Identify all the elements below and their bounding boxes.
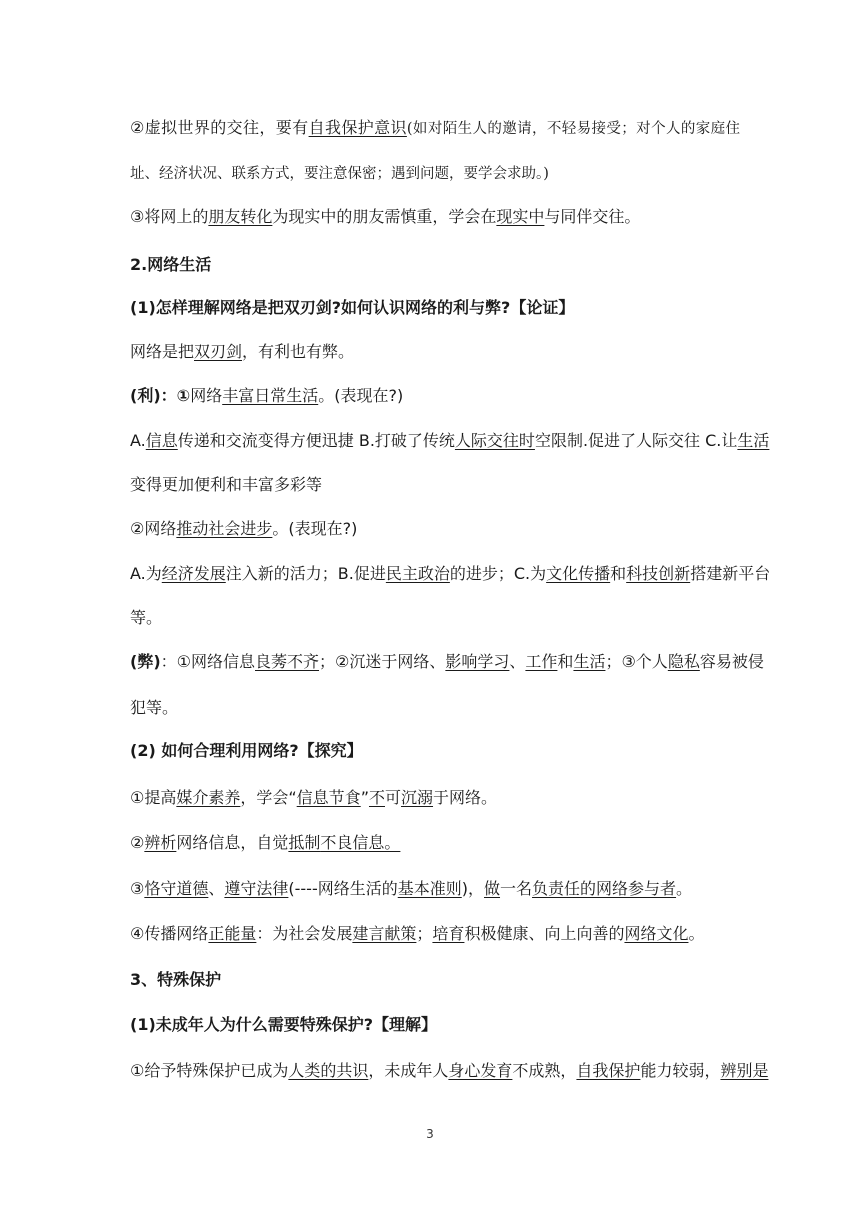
text-line — [130, 923, 740, 945]
text-line — [130, 162, 740, 185]
body-text: 于网络。 — [433, 788, 498, 807]
body-text: ①给予特殊保护已成为 — [130, 1061, 289, 1080]
underlined-keyword: 媒介素养 — [176, 788, 241, 807]
text-line — [130, 832, 740, 854]
body-text: ①提高 — [130, 788, 177, 807]
page-number: 3 — [426, 1127, 434, 1141]
underlined-keyword: 信息节食 — [296, 788, 361, 807]
body-text: 注入新的活力；B.促进 — [225, 564, 386, 583]
underlined-keyword: 自我保护 — [576, 1061, 641, 1080]
text-line — [130, 740, 740, 762]
body-text: ：①网络信息 — [160, 652, 255, 671]
heading-text: (1)未成年人为什么需要特殊保护?【理解】 — [130, 1015, 438, 1034]
underlined-keyword: 良莠不齐 — [255, 652, 320, 671]
underlined-keyword: 现实中 — [496, 207, 545, 226]
body-text: 不成熟， — [512, 1061, 577, 1080]
body-text: 搭建新平台 — [690, 564, 771, 583]
underlined-keyword: 培育 — [432, 924, 465, 943]
body-text: ； — [416, 924, 433, 943]
body-text: ④传播网络 — [130, 924, 209, 943]
underlined-keyword: 双刃剑 — [194, 342, 243, 361]
heading-text: (1)怎样理解网络是把双刃剑?如何认识网络的利与弊?【论证】 — [130, 298, 575, 317]
text-line — [130, 297, 740, 319]
underlined-keyword: 民主政治 — [385, 564, 450, 583]
text-line — [130, 787, 740, 809]
body-text: 、 — [509, 652, 526, 671]
underlined-keyword: 负责任的网络参与者 — [532, 879, 677, 898]
text-line — [130, 1060, 769, 1082]
body-text: )， — [461, 879, 484, 898]
body-text: ，有利也有弊。 — [242, 342, 355, 361]
underlined-keyword: 自我保护意识 — [308, 118, 407, 137]
body-text: 空限制.促进了人际交往 C.让 — [534, 431, 738, 450]
underlined-keyword: 网络文化 — [624, 924, 689, 943]
body-text: 能力较弱， — [640, 1061, 721, 1080]
body-text: 网络 — [190, 386, 223, 405]
text-line — [130, 341, 740, 363]
text-line — [130, 385, 740, 407]
underlined-keyword: 基本准则 — [397, 879, 462, 898]
text-line — [130, 206, 740, 228]
underlined-keyword: 恪守道德 — [144, 879, 209, 898]
underlined-keyword: 身心发育 — [448, 1061, 513, 1080]
underlined-keyword: 人类的共识 — [288, 1061, 369, 1080]
body-text: 可 — [385, 788, 402, 807]
body-text: 传递和交流变得方便迅捷 B.打破了传统 — [177, 431, 455, 450]
body-text: 和 — [557, 652, 574, 671]
underlined-keyword: 信息 — [145, 431, 178, 450]
body-text: A.为 — [130, 564, 162, 583]
body-text: 与同伴交往。 — [544, 207, 641, 226]
underlined-keyword: 不 — [368, 788, 385, 807]
underlined-keyword: 辨析 — [144, 833, 177, 852]
text-line — [130, 969, 740, 991]
underlined-keyword: 遵守法律 — [224, 879, 289, 898]
underlined-keyword: 正能量 — [208, 924, 257, 943]
body-text: ，未成年人 — [368, 1061, 449, 1080]
underlined-keyword: 工作 — [525, 652, 558, 671]
underlined-keyword: 做 — [484, 879, 501, 898]
underlined-keyword: 人际交往时 — [454, 431, 535, 450]
body-text: ；③个人 — [605, 652, 668, 671]
underlined-keyword: 朋友转化 — [208, 207, 273, 226]
body-text: 。 — [676, 879, 693, 898]
body-text: ；②沉迷于网络、 — [319, 652, 446, 671]
underlined-keyword: 经济发展 — [161, 564, 226, 583]
underlined-keyword: 科技创新 — [626, 564, 691, 583]
body-text: 一名 — [500, 879, 533, 898]
body-text: ②网络 — [130, 519, 177, 538]
body-text: 、 — [208, 879, 225, 898]
body-text: 积极健康、向上向善的 — [464, 924, 625, 943]
body-text: ③ — [130, 879, 145, 898]
body-text: 址、经济状况、联系方式，要注意保密；遇到问题，要学会求助。) — [130, 166, 549, 182]
body-text: A. — [130, 431, 146, 450]
underlined-keyword: 辨别是 — [720, 1061, 769, 1080]
underlined-keyword: 生活 — [573, 652, 606, 671]
body-text: 。 — [688, 924, 705, 943]
text-line — [130, 697, 740, 719]
text-line — [130, 430, 770, 452]
text-line — [130, 1014, 740, 1036]
body-text: 犯等。 — [130, 698, 179, 717]
body-text: ：为社会发展 — [256, 924, 353, 943]
underlined-keyword: 隐私 — [667, 652, 700, 671]
underlined-keyword: 生活 — [737, 431, 770, 450]
body-text: ，学会“ — [240, 788, 297, 807]
body-text: 和 — [610, 564, 627, 583]
text-line — [130, 254, 740, 276]
body-text: ” — [360, 788, 369, 807]
body-text: (如对陌生人的邀请，不轻易接受；对个人的家庭住 — [406, 121, 740, 137]
body-text: 为现实中的朋友需慎重，学会在 — [272, 207, 497, 226]
text-line — [130, 878, 740, 900]
body-text: 。(表现在?) — [318, 386, 404, 405]
body-text: 的进步；C.为 — [449, 564, 547, 583]
heading-text: (利)：① — [130, 386, 191, 405]
underlined-keyword: 建言献策 — [352, 924, 417, 943]
heading-text: 3、特殊保护 — [130, 970, 222, 989]
underlined-keyword: 影响学习 — [445, 652, 510, 671]
body-text: ② — [130, 833, 145, 852]
underlined-keyword: 丰富日常生活 — [222, 386, 319, 405]
text-line — [130, 518, 740, 540]
body-text: (----网络生活的 — [288, 879, 398, 898]
underlined-keyword: 抵制 — [288, 833, 321, 852]
text-line — [130, 474, 740, 496]
heading-text: (弊) — [130, 652, 161, 671]
underlined-keyword: 文化传播 — [546, 564, 611, 583]
body-text: 变得更加便利和丰富多彩等 — [130, 475, 323, 494]
text-line — [130, 651, 764, 673]
body-text: 容易被侵 — [699, 652, 764, 671]
underlined-keyword: 推动社会进步 — [176, 519, 273, 538]
body-text: ③将网上的 — [130, 207, 209, 226]
body-text: 等。 — [130, 608, 163, 627]
text-line — [130, 563, 771, 585]
text-line — [130, 607, 740, 629]
text-line — [130, 117, 740, 140]
underlined-keyword: 不良信息。 — [320, 833, 401, 852]
underlined-keyword: 沉溺 — [401, 788, 434, 807]
heading-text: (2) 如何合理利用网络?【探究】 — [130, 741, 363, 760]
heading-text: 2.网络生活 — [130, 255, 212, 274]
body-text: 网络信息，自觉 — [176, 833, 289, 852]
body-text: ②虚拟世界的交往，要有 — [130, 118, 309, 137]
body-text: 。(表现在?) — [272, 519, 358, 538]
body-text: 网络是把 — [130, 342, 195, 361]
